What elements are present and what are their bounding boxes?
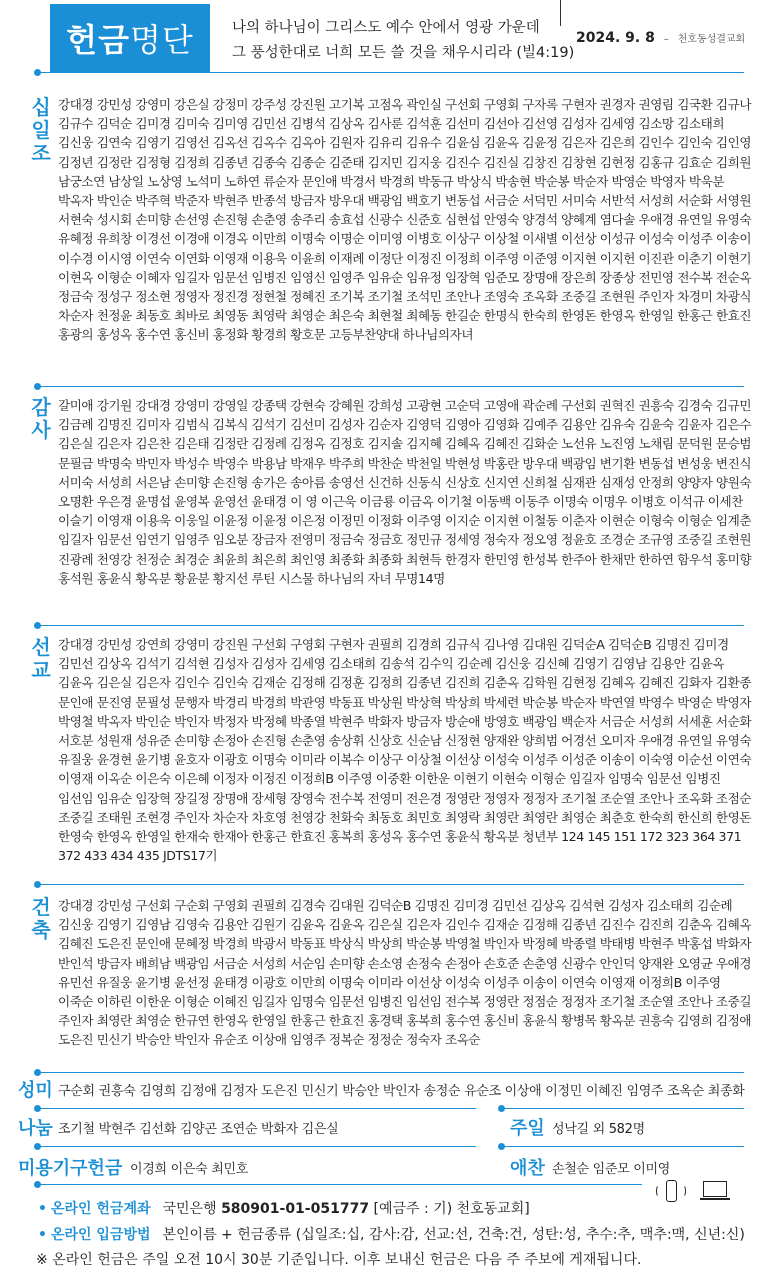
online-method-label: 온라인 입금방법 [50, 1227, 151, 1243]
fellowship-meal-names: 손철순 임준모 이미영 [552, 1162, 670, 1177]
mobile-phone-icon [656, 1180, 686, 1204]
verse-line-1: 나의 하나님이 그리스도 예수 안에서 영광 가운데 [232, 20, 540, 36]
bible-verse [232, 16, 574, 66]
church-name: 천호동성결교회 [677, 34, 746, 45]
account-number: 580901-01-051777 [221, 1201, 370, 1217]
thanks-names: 갈미애 강기원 강대경 강영미 강영일 강종택 강현숙 강혜원 강희성 고광현 고순덕 고영애 곽순례 구선회 권혁진 권흥숙 김경숙 김규민 김금례 김명진 김미자 김범식 김복식 김석기 김선미 김성자 김순자 김영덕 김영아 김영화 김예주 김용안 김유숙 김윤숙 김윤자 김은수 김은실 김은자 김은찬 김은태 김정란 김정례 김정옥 김정호 김지솔 김지혜 김혜옥 김혜진 김화순 노선유 노진영 노채림 문덕원 문승범 문필금 박명숙 박민자 박성수 박영수 박용남 박재우 박주희 박찬순 박천일 박현성 박홍란 방우대 백광임 변기환 변동섭 변성웅 변진식 서미숙 서성희 서은남 손미향 손진형 송가은 송아름 송영선 신건하 신동식 신상호 신지연 신희철 심재관 심재성 안정희 양양자 양원숙 오명환 우은경 윤명섭 윤영복 윤영선 윤태경 이 영 이근욱 이금룡 이금옥 이기철 이동백 이동주 이명숙 이명우 이병호 이석규 이세찬 이슬기 이영재 이용욱 이웅일 이윤정 이윤정 이은정 이정민 이정화 이주영 이지순 이지현 이철동 이춘자 이현순 이형숙 이형순 임계춘 임길자 임문선 임연기 임영주 임오분 장금자 전영미 정금숙 정금호 정민규 정세영 정숙자 정오영 정윤호 조경순 조규영 조중길 조현원 진광례 천영강 천정순 최경순 최윤희 최은희 최인영 최종화 최종화 최현득 한경자 한민영 한성복 한주아 한채만 한하연 함우석 홍미향 홍석원 홍윤식 황옥분 황윤분 황지선 루틴 시스물 하나님의 자녀 무명14명 [58, 398, 752, 586]
verse-line-2: 그 풍성한대로 너희 모든 쓸 것을 채우시리라 (빌4:19) [232, 45, 575, 61]
church-name-prefix: – [663, 34, 669, 45]
section-divider [36, 72, 744, 73]
section-divider [36, 1184, 642, 1185]
nanum-names: 조기철 박현주 김선화 김양곤 조연순 박화자 김은실 [58, 1122, 339, 1137]
seongmi-label: 성미 [18, 1080, 53, 1101]
special-offering-label: 미용기구헌금 [18, 1158, 123, 1179]
sunday-count: 성낙길 외 582명 [552, 1122, 645, 1137]
section-divider [36, 386, 744, 387]
laptop-icon [700, 1181, 730, 1203]
section-label-thanks: 감 사 [31, 395, 51, 442]
section-divider [36, 1108, 476, 1109]
section-divider [36, 884, 744, 885]
online-account-label: 온라인 헌금계좌 [50, 1201, 151, 1217]
section-label-tithe: 십 일 조 [31, 95, 51, 165]
date-line [576, 30, 745, 46]
online-notice: ※ 온라인 헌금은 주일 오전 10시 30분 기준입니다. 이후 보내신 헌금은 다음 주 주보에 게재됩니다. [36, 1252, 642, 1268]
online-account-row: • 온라인 헌금계좌 국민은행 580901-01-051777 [예금주 : 기) 천호동교회] [38, 1201, 530, 1217]
nanum-label: 나눔 [18, 1118, 53, 1139]
bank-name: 국민은행 [162, 1201, 217, 1217]
section-divider [36, 1072, 744, 1073]
section-divider [36, 1146, 476, 1147]
mission-names: 강대경 강민성 강연희 강영미 강진원 구선회 구영회 구현자 권필희 김경희 김규식 김나영 김대원 김덕순A 김덕순B 김명진 김미경 김민선 김상옥 김석기 김석현 김성자 김성자 김세영 김소태희 김송석 김수익 김순례 김신웅 김신혜 김영기 김영남 김용안 김윤옥 김윤옥 김은실 김은자 김인수 김인숙 김재순 김정해 김정훈 김정희 김종년 김진희 김춘옥 김학원 김현정 김혜옥 김혜진 김화자 김환종 문인애 문진영 문필성 문행자 박경리 박경희 박관영 박동표 박상원 박상혁 박상희 박세련 박순봉 박순자 박연열 박영수 박영순 박영자 박영철 박옥자 박인순 박인자 박정자 박정혜 박종열 박현주 박화자 방금자 방순애 방영호 백광임 백순자 서금순 서성희 서세훈 서순화 서호분 성원재 성유준 손미향 손정아 손진형 손춘영 송상휘 신상호 신순남 신정현 양재완 양희범 어경선 오미자 우애경 유연일 유영숙 유질웅 윤경현 윤기병 윤호자 이광호 이명숙 이미라 이복수 이상구 이상철 이선상 이성숙 이성주 이성준 이송이 이숙영 이순선 이연숙 이영재 이옥순 이은숙 이은혜 이정자 이정진 이정희B 이주영 이중환 이한운 이현기 이현숙 이형순 임길자 임명숙 임문선 임병진 임선임 임유순 임장혁 장길정 장명애 장세형 장영숙 전수복 전영미 전은경 정영란 정영자 정정자 조기철 조순열 조안나 조옥화 조점순 조중길 조태원 조현경 주인자 차순자 차호영 천영강 천화숙 최동호 최민호 최영락 최영란 최영란 최영순 최춘호 한숙희 한신희 한영돈 한영숙 한영옥 한영일 한재숙 한재아 한홍근 한효진 홍복희 홍성옥 홍수연 홍윤식 황옥분 청년부 124 145 151 172 323 364 371 372 433 434 435 JDTS17기 [58, 637, 752, 864]
tithe-names: 강대경 강민성 강영미 강은실 강정미 강주성 강진원 고기복 고점옥 곽인실 구선회 구영회 구자록 구현자 권경자 권영림 김국환 김규나 김규수 김덕순 김미경 김미숙 김미영 김민선 김병석 김상옥 김사룬 김석훈 김선미 김선아 김선영 김성자 김세영 김소망 김소태희 김신웅 김연숙 김영기 김영선 김옥선 김옥수 김옥아 김원자 김유리 김유수 김윤심 김윤옥 김윤정 김은자 김은희 김인수 김인숙 김인영 김정년 김정란 김정형 김정희 김종년 김종숙 김종순 김준태 김지민 김지웅 김진수 김진실 김창진 김창현 김현정 김홍규 김효순 김희원 남궁소연 남상일 노상영 노석미 노하연 류순자 문인애 박경서 박경희 박동규 박상식 박송현 박순봉 박순자 박영순 박영자 박욱분 박옥자 박인순 박주혁 박준자 박현주 반종석 방금자 방우대 백광임 백호기 변동섭 서금순 서덕민 서미숙 서반석 서성희 서순화 서영원 서현숙 성시회 손미향 손선영 손진형 손춘영 송주리 송효섭 신광수 신준호 심현섭 안영숙 양경석 양혜계 염다솔 우애경 유연일 유영숙 유혜정 유희창 이경선 이경애 이경옥 이만희 이명숙 이명순 이미영 이병호 이상구 이상철 이새별 이선상 이성규 이성숙 이성주 이송이 이수경 이시영 이연숙 이연화 이영재 이용욱 이윤희 이재례 이정단 이정진 이정희 이주영 이준영 이지현 이지헌 이진관 이춘기 이현기 이현옥 이형순 이혜자 임길자 임문선 임병진 임영신 임영주 임유순 임유정 임장혁 임준모 장명애 장은희 장종상 전민영 전수복 전순옥 정금숙 정성구 정소현 정영자 정진경 정현철 정혜진 조기복 조기철 조석민 조안나 조영숙 조옥화 조중길 조현원 주인자 차경미 차광식 차순자 천정윤 최동호 최바로 최영동 최영락 최영순 최은숙 최현철 최혜동 한길순 한명식 한숙희 한영돈 한영옥 한영일 한홍근 한효진 홍광의 홍성옥 홍수연 홍신비 홍정화 황경희 황호문 고등부찬양대 하나님의자녀 [58, 97, 752, 343]
sunday-label: 주일 [510, 1118, 545, 1139]
special-offering-names: 이경희 이은숙 최민호 [130, 1162, 248, 1177]
page-title-bold: 헌금 [66, 21, 130, 59]
section-divider [500, 1108, 744, 1109]
section-label-mission: 선 교 [31, 635, 51, 682]
header-divider [560, 0, 561, 26]
section-label-building: 건 축 [31, 895, 51, 942]
page-title-thin: 명단 [130, 21, 194, 59]
seongmi-names: 구순회 권흥숙 김영희 김정애 김정자 도은진 민신기 박승안 박인자 송정순 유순조 이상애 이정민 이혜진 임영주 조옥순 최종화 [58, 1084, 745, 1099]
building-names: 강대경 강민성 구선회 구순회 구영회 권필희 김경숙 김대원 김덕순B 김명진 김미경 김민선 김상옥 김석현 김성자 김소태희 김순례 김신웅 김영기 김영남 김영숙 김용안 김원기 김윤옥 김윤옥 김은실 김은자 김인수 김재순 김정해 김종년 김진수 김진희 김춘옥 김혜옥 김혜진 도은진 문인애 문혜정 박경희 박광서 박동표 박상식 박상희 박순봉 박영철 박인자 박정혜 박종렬 박태병 박현주 박홍섭 박화자 반인석 방금자 배희남 백광임 서금순 서성희 서순임 손미향 손소영 손정숙 손정아 손호준 손춘영 신광수 안인덕 양재완 오영균 우애경 유민선 유질웅 윤기병 윤선정 윤태경 이광호 이만희 이명숙 이미라 이선상 이성숙 이성주 이송이 이연숙 이영재 이정희B 이주영 이죽순 이하린 이한운 이형순 이혜진 임길자 임명숙 임문선 임병진 임선임 전수복 정영란 정점순 정정자 조기철 조순열 조안나 조중길 주인자 최영란 최영순 한규연 한영옥 한영일 한홍근 한효진 홍경택 홍복희 홍수연 홍신비 홍윤식 황병목 황옥분 권흥숙 김영희 김정애 도은진 민신기 박승안 박인자 유순조 이상애 임영주 정복순 정정순 정숙자 조옥순 [58, 898, 752, 1048]
section-divider [36, 625, 744, 626]
contact-icons [656, 1180, 730, 1204]
account-holder: [예금주 : 기) 천호동교회] [373, 1201, 530, 1217]
section-divider [500, 1146, 744, 1147]
online-method-text: 본인이름 + 헌금종류 (십일조:십, 감사:감, 선교:선, 건축:건, 성탄:성, 추수:추, 맥추:맥, 신년:신) [162, 1227, 745, 1243]
page-title [50, 4, 210, 72]
fellowship-meal-label: 애찬 [510, 1158, 545, 1179]
online-method-row: • 온라인 입금방법 본인이름 + 헌금종류 (십일조:십, 감사:감, 선교:선, 건축:건, 성탄:성, 추수:추, 맥추:맥, 신년:신) [38, 1227, 745, 1243]
bulletin-date: 2024. 9. 8 [576, 30, 655, 46]
